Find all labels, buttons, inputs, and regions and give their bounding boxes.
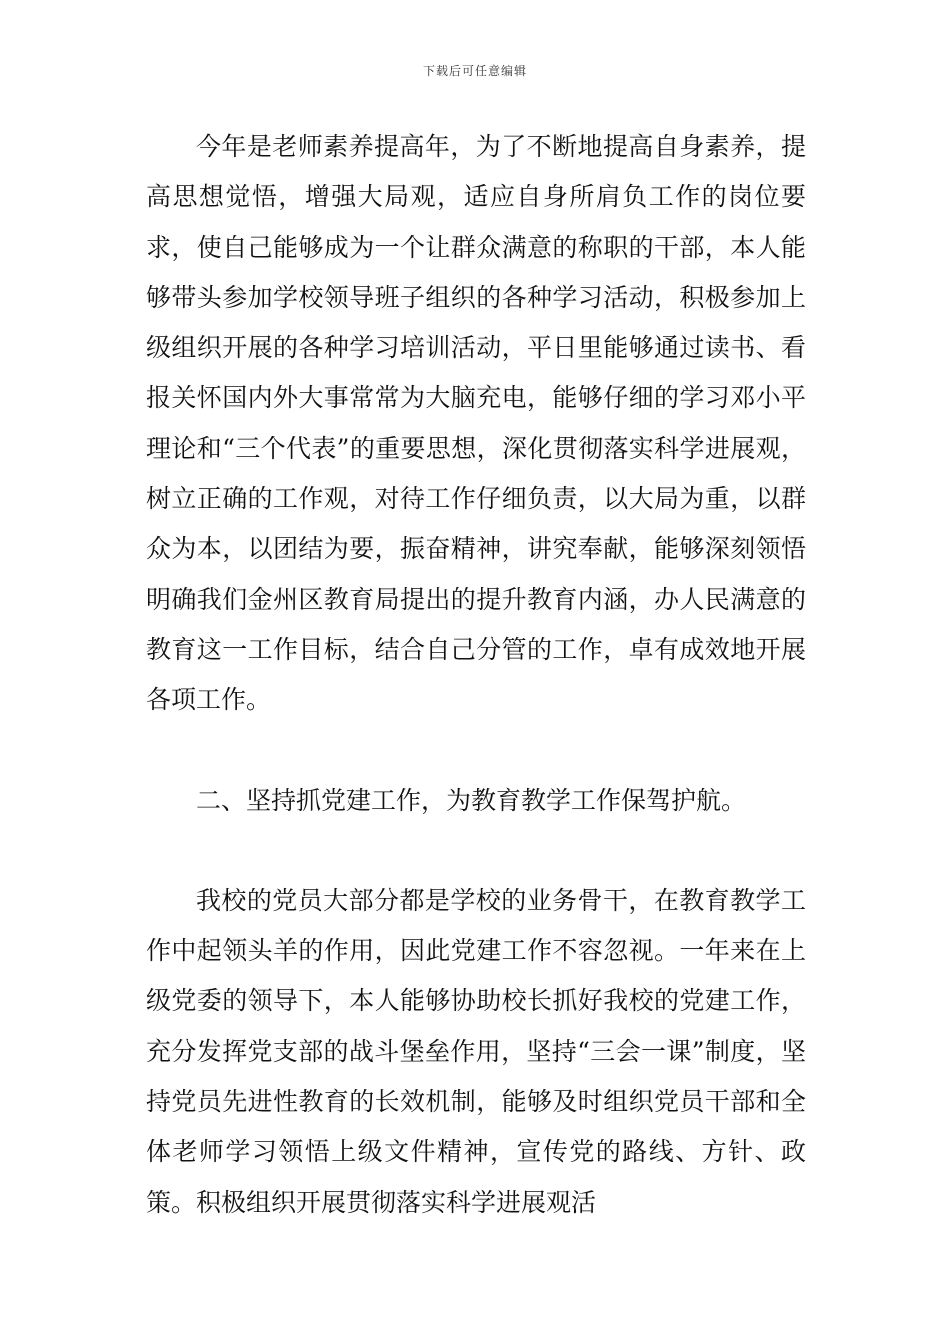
page-header-note: 下载后可任意编辑 (422, 64, 527, 78)
paragraph-2: 我校的党员大部分都是学校的业务骨干，在教育教学工作中起领头羊的作用，因此党建工作不容忽视。一年来在上级党委的领导下，本人能够协助校长抓好我校的党建工作，充分发挥党支部的战斗堡垒作用，坚持“三会一课”制度，坚持党员先进性教育的长效机制，能够及时组织党员干部和全体老师学习领悟上级文件精神，宣传党的路线、方针、政策。积极组织开展贯彻落实科学进展观活 (146, 885, 806, 1217)
paragraph-1: 今年是老师素养提高年，为了不断地提高自身素养，提高思想觉悟，增强大局观，适应自身所肩负工作的岗位要求，使自己能够成为一个让群众满意的称职的干部，本人能够带头参加学校领导班子组织的各种学习活动，积极参加上级组织开展的各种学习培训活动，平日里能够通过读书、看报关怀国内外大事常常为大脑充电，能够仔细的学习邓小平理论和“三个代表”的重要思想，深化贯彻落实科学进展观，树立正确的工作观，对待工作仔细负责，以大局为重，以群众为本，以团结为要，振奋精神，讲究奉献，能够深刻领悟明确我们金州区教育局提出的提升教育内涵，办人民满意的教育这一工作目标，结合自己分管的工作，卓有成效地开展各项工作。 (146, 132, 806, 715)
paragraph-spacer (146, 826, 806, 876)
section-heading-2: 二、坚持抓党建工作，为教育教学工作保驾护航。 (196, 785, 747, 815)
paragraph-spacer (146, 726, 806, 776)
document-body (146, 122, 806, 1228)
